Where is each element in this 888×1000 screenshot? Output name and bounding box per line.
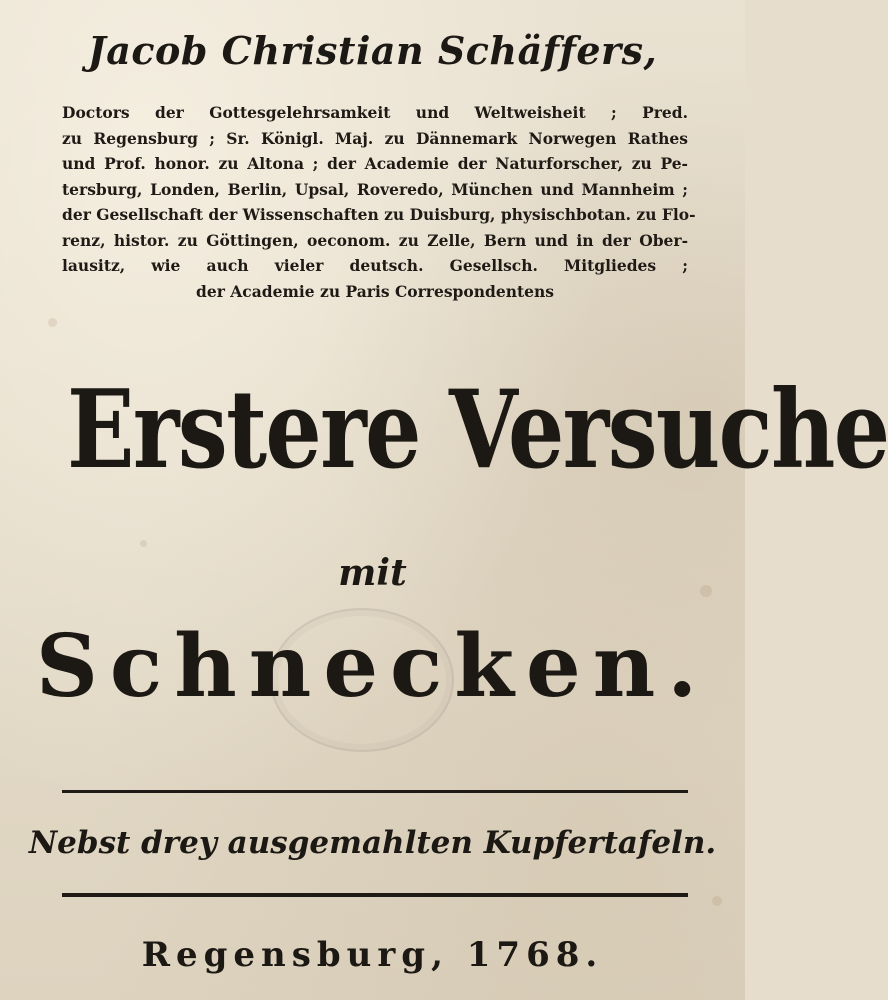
foxing-spot <box>48 318 57 327</box>
credentials-line: zu Regensburg ; Sr. Königl. Maj. zu Dännemark Norwegen Rathes <box>62 128 688 148</box>
book-title-connector: mit <box>338 552 407 594</box>
credentials-line: lausitz, wie auch vieler deutsch. Gesellsch. Mitgliedes ; <box>62 256 688 275</box>
credentials-line: der Academie zu Paris Correspondentens <box>196 281 554 301</box>
credentials-line: Doctors der Gottesgelehrsamkeit und Weltweisheit ; Pred. <box>62 103 688 122</box>
credentials-line: tersburg, Londen, Berlin, Upsal, Roveredo, München und Mannheim ; <box>62 179 688 199</box>
foxing-spot <box>712 896 722 906</box>
book-title-line-1: Erstere Versuche <box>67 367 888 493</box>
publication-imprint: Regensburg, 1768. <box>141 935 604 975</box>
author-name: Jacob Christian Schäffers, <box>87 28 658 73</box>
credentials-line: renz, histor. zu Göttingen, oeconom. zu Zelle, Bern und in der Ober- <box>62 230 688 250</box>
credentials-line: der Gesellschaft der Wissenschaften zu Duisburg, physischbotan. zu Flo- <box>62 205 696 224</box>
book-subtitle: Nebst drey ausgemahlten Kupfertafeln. <box>28 825 717 861</box>
book-title-line-2: Schnecken. <box>35 616 710 717</box>
author-credentials <box>62 100 696 304</box>
upper-divider-rule <box>62 790 688 793</box>
foxing-spot <box>140 540 147 547</box>
credentials-line: und Prof. honor. zu Altona ; der Academie der Naturforscher, zu Pe- <box>62 154 688 173</box>
lower-divider-rule <box>62 893 688 897</box>
